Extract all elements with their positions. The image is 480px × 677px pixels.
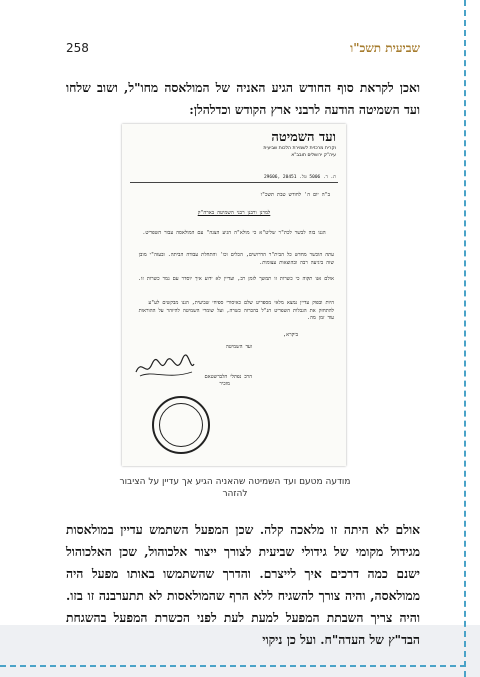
kashrut-stamp [152,396,210,454]
body-paragraph: אולם לא היתה זו מלאכה קלה. שכן המפעל השתמש עדיין במולאסות מגידול מקומי של גידולי שביעית לצורך ייצור אלכוהול, שכן האלכוהול ישנם כמה דרכים איך לייצרם. והדרך שהשתמשו באותו מפעל היה ממולאסה, והיה צורך להשגיח ללא הרף שהמולאסות לא תתערבנה זו בזו. והיה צריך השבתת המפעל למעת לעת לפני הכשרת המפעל בהשגחת הבד"ץ של העדה"ח. ועל כן ניקוי [66,522,420,647]
signatory-title: ועד השמיטה [225,344,252,350]
notice-paragraph: עתה הוכשר מחדש כל הבית"ר הדרושים, הכלים וכו' והתחלת עבודה הביתה. ובעזה"י מובן שזה ביגיעה רבה ובהוצאות עצומות. [138,252,334,266]
notice-paragraph: אולם אנו תקוה כי כשרות זו תמשך לזמן רב, ועדיין לא ידוע איך יוסדר עם גמר כשרות זו. [138,276,334,282]
letterhead-telephone: ת. ד. 5006 טל. 20451 ,29606 [263,175,336,180]
notice-addressee: למרנן ורבנן רבני השמיטה בארה"ק [197,210,271,216]
page-number: 258 [66,41,89,55]
notice-closing: ביקרא, [283,332,298,338]
signatory-role: מזכיר [219,381,230,387]
letterhead-subtitle: וקרית מרכזית לשמירת הלכות שביעית [263,146,336,151]
dashed-frame-bottom [0,665,466,667]
handwritten-signature [132,350,198,384]
notice-paragraph: היות ובפוק עדיין נמצא מלאי מספריט שלם כאיסורי ספיחי שביעית, הננו מבקשים לע"ע להתחזק את הגבלות השפריט הנ"ל בהכרזה כשרה, ועל שומרי השמיטה להיזהר על ההוראות עוד זמן מה. [138,300,334,321]
image-caption: מודעה מטעם ועד השמיטה שהאניה הגיע אך עדיין על הציבור להזהר [119,477,351,499]
letterhead-rule [130,182,338,183]
page-header [66,38,420,58]
signatory-name: הרב נפתלי הלברשטאם [204,373,252,380]
intro-paragraph: ואכן לקראת סוף החודש הגיע האניה של המולאסה מחו"ל, ושוב שלחו ועד השמיטה הודעה לרבני ארץ הקודש וכדלהלן: [66,80,420,117]
dashed-frame-right [464,0,466,677]
letterhead-org-name: ועד השמיטה [271,130,336,145]
scanned-notice-image [122,124,346,466]
letterhead-line-2: עיה"ק ירושלים תובב"א [291,153,336,158]
notice-date: ב"ה יום ה' לחודש טבת תשכ"ו [260,192,330,198]
running-title: שביעית תשכ"ו [350,40,420,55]
letterhead [216,130,336,159]
notice-paragraph: הננו בזה לבשר לכת"ר שליט"א כי מולא"ה הגיע הצגה" עם המולאסה עבור השפריט. [142,230,326,236]
